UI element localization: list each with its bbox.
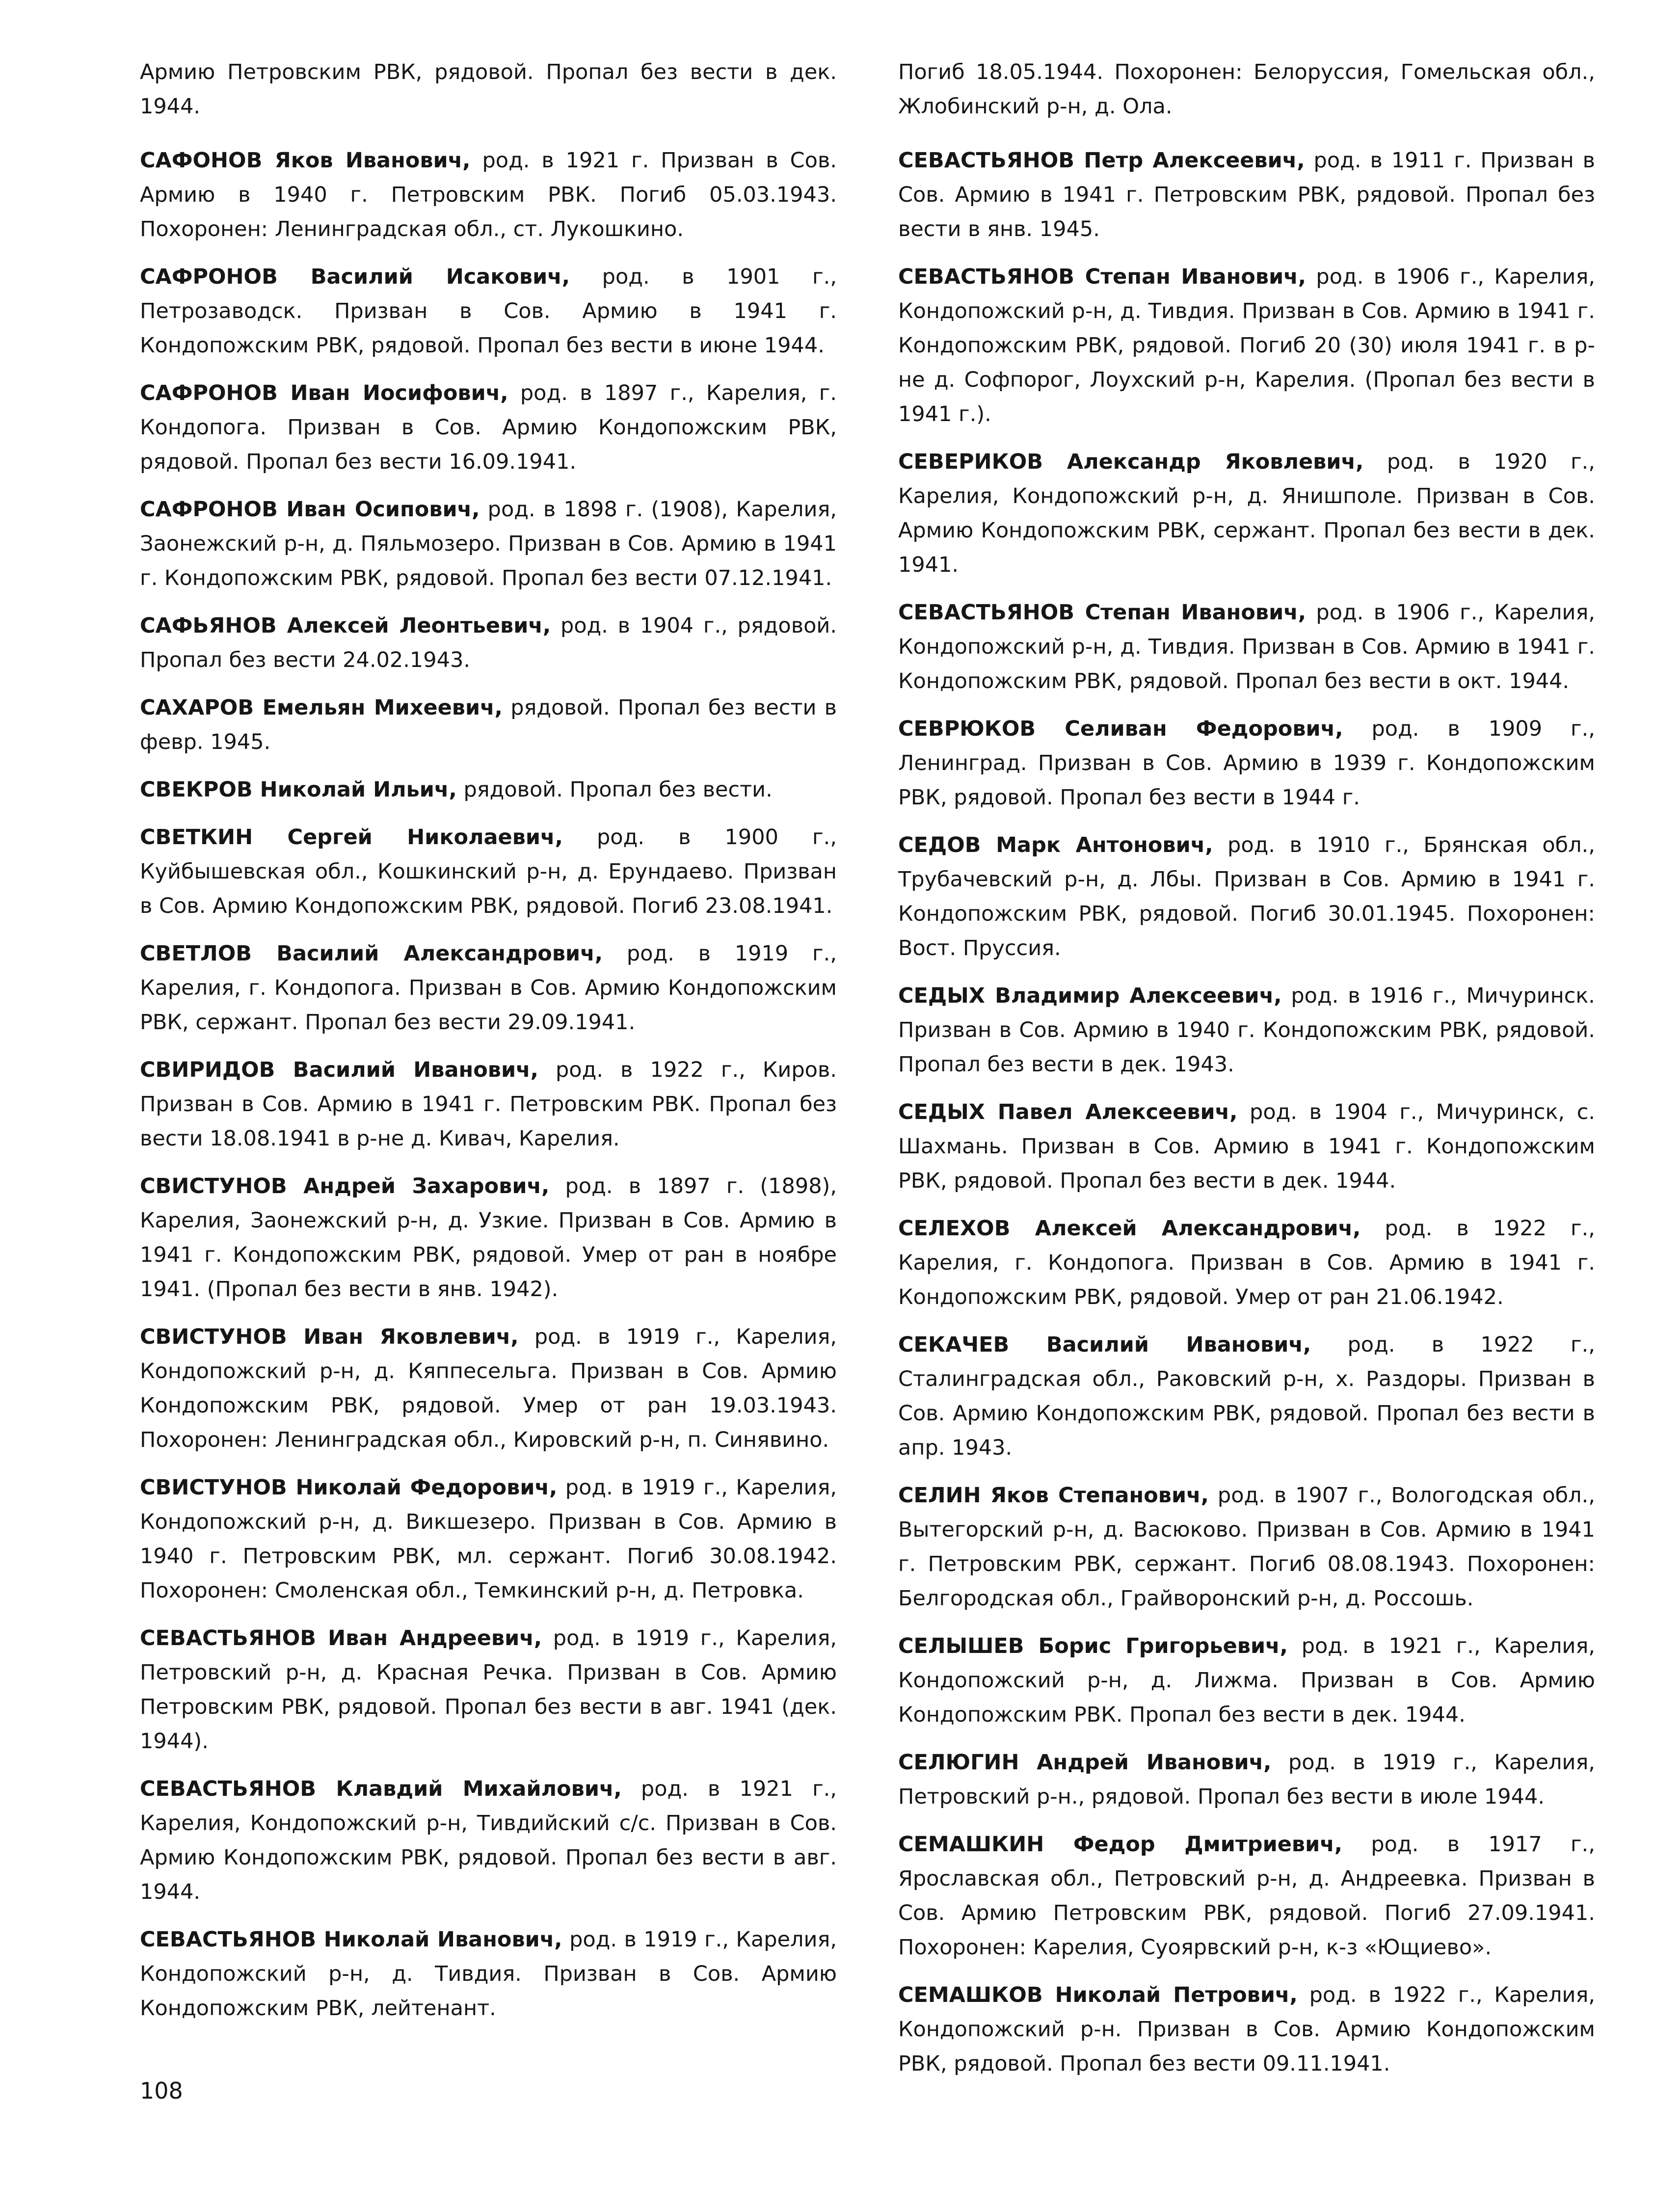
entry (898, 1095, 1595, 1198)
entry-text: род. в 1904 г., Мичуринск, с. Шахмань. Призван в Сов. Армию в 1941 г. Кондопожским РВК, рядовой. Пропал без вести в дек. 1944. (898, 1100, 1596, 1193)
entry-text: род. в 1920 г., Карелия, Кондопожский р-н, д. Янишполе. Призван в Сов. Армию Кондопожским РВК, сержант. Пропал без вести в дек. 1941. (898, 450, 1595, 577)
entry (140, 1772, 837, 1909)
entry-name: СЕЛЫШЕВ Борис Григорьевич, (898, 1634, 1288, 1658)
entry-name: СЕДЫХ Владимир Алексеевич, (898, 984, 1282, 1008)
entry-text: род. в 1904 г., рядовой. Пропал без вести 24.02.1943. (140, 613, 837, 672)
entry-text: рядовой. Пропал без вести в февр. 1945. (140, 695, 837, 754)
entry (898, 828, 1595, 965)
entry-name: САХАРОВ Емельян Михеевич, (140, 695, 503, 720)
entry-name: СЕВАСТЬЯНОВ Степан Иванович, (898, 265, 1307, 289)
entry-name: СЕМАШКИН Федор Дмитриевич, (898, 1832, 1343, 1857)
entry-name: САФЬЯНОВ Алексей Леонтьевич, (140, 613, 551, 638)
entry-text: род. в 1922 г., Карелия, Кондопожский р-н. Призван в Сов. Армию Кондопожским РВК, рядовой. Пропал без вести 09.11.1941. (898, 1983, 1595, 2076)
entry (898, 143, 1595, 246)
entry (140, 772, 837, 807)
entry-name: СВЕТКИН Сергей Николаевич, (140, 825, 563, 850)
entry-name: СЕВЕРИКОВ Александр Яковлевич, (898, 450, 1364, 474)
entry-text: род. в 1909 г., Ленинград. Призван в Сов. Армию в 1939 г. Кондопожским РВК, рядовой. Пропал без вести в 1944 г. (898, 717, 1595, 810)
entry (140, 260, 837, 363)
entry-text: род. в 1917 г., Ярославская обл., Петровский р-н, д. Андреевка. Призван в Сов. Армию Петровским РВК, рядовой. Погиб 27.09.1941. Похоронен: Карелия, Суоярвский р-н, к-з «Ющиево». (898, 1832, 1595, 1960)
entry-name: САФРОНОВ Иван Осипович, (140, 497, 480, 522)
entry-name: СВЕКРОВ Николай Ильич, (140, 777, 457, 802)
entry (140, 1922, 837, 2025)
entry (140, 376, 837, 479)
entry-name: СЕМАШКОВ Николай Петрович, (898, 1983, 1298, 2007)
entry-name: СЕВАСТЬЯНОВ Степан Иванович, (898, 600, 1307, 625)
entry (898, 1328, 1595, 1465)
entry (140, 1320, 837, 1457)
entry-name: СЕКАЧЕВ Василий Иванович, (898, 1332, 1311, 1357)
entry (140, 691, 837, 759)
entry (140, 1169, 837, 1306)
entry-text: род. в 1916 г., Мичуринск. Призван в Сов. Армию в 1940 г. Кондопожским РВК, рядовой. Пропал без вести в дек. 1943. (898, 984, 1595, 1077)
entry-name: СЕДЫХ Павел Алексеевич, (898, 1100, 1238, 1124)
entry-name: СЕЛЮГИН Андрей Иванович, (898, 1750, 1272, 1775)
entry-text: род. в 1900 г., Куйбышевская обл., Кошкинский р-н, д. Ерундаево. Призван в Сов. Армию Кондопожским РВК, рядовой. Погиб 23.08.1941. (140, 825, 837, 918)
entry-name: СЕВАСТЬЯНОВ Клавдий Михайлович, (140, 1777, 622, 1801)
entry-text: род. в 1901 г., Петрозаводск. Призван в Сов. Армию в 1941 г. Кондопожским РВК, рядовой. Пропал без вести в июне 1944. (140, 265, 837, 358)
entry-text: Армию Петровским РВК, рядовой. Пропал без вести в дек. 1944. (140, 60, 837, 119)
entry-text: род. в 1898 г. (1908), Карелия, Заонежский р-н, д. Пяльмозеро. Призван в Сов. Армию в 1941 г. Кондопожским РВК, рядовой. Пропал без вести 07.12.1941. (140, 497, 837, 590)
entry-name: СЕЛИН Яков Степанович, (898, 1483, 1209, 1508)
entry (898, 1478, 1595, 1616)
entry-text: род. в 1906 г., Карелия, Кондопожский р-н, д. Тивдия. Призван в Сов. Армию в 1941 г. Кондопожским РВК, рядовой. Пропал без вести в окт. 1944. (898, 600, 1595, 693)
entry (140, 143, 837, 246)
entry-text: рядовой. Пропал без вести. (456, 777, 773, 802)
entry-name: САФОНОВ Яков Иванович, (140, 148, 471, 173)
entry-text: род. в 1921 г., Карелия, Кондопожский р-н, д. Лижма. Призван в Сов. Армию Кондопожским РВК. Пропал без вести в дек. 1944. (898, 1634, 1595, 1727)
entry-text: род. в 1922 г., Сталинградская обл., Раковский р-н, х. Раздоры. Призван в Сов. Армию Кондопожским РВК, рядовой. Пропал без вести в апр. 1943. (898, 1332, 1595, 1460)
page-number: 108 (140, 2077, 183, 2104)
entry-text: род. в 1907 г., Вологодская обл., Вытегорский р-н, д. Васюково. Призван в Сов. Армию в 1941 г. Петровским РВК, сержант. Погиб 08.08.1943. Похоронен: Белгородская обл., Грайворонский р-н, д. Россошь. (898, 1483, 1595, 1611)
entry-text: род. в 1919 г., Карелия, Кондопожский р-н, д. Тивдия. Призван в Сов. Армию Кондопожским РВК, лейтенант. (140, 1927, 837, 2021)
entry-text: род. в 1910 г., Брянская обл., Трубачевский р-н, д. Лбы. Призван в Сов. Армию в 1941 г. Кондопожским РВК, рядовой. Погиб 30.01.1945. Похоронен: Вост. Пруссия. (898, 833, 1596, 960)
entry (140, 1621, 837, 1758)
entry (898, 595, 1595, 698)
entry-text: род. в 1906 г., Карелия, Кондопожский р-н, д. Тивдия. Призван в Сов. Армию в 1941 г. Кондопожским РВК, рядовой. Погиб 20 (30) июля 1941 г. в р-не д. Софпорог, Лоухский р-н, Карелия. (Пропал без вести в 1941 г.). (898, 265, 1595, 426)
entry-text: род. в 1919 г., Карелия, Петровский р-н., рядовой. Пропал без вести в июле 1944. (898, 1750, 1595, 1809)
entry-text: род. в 1919 г., Карелия, Кондопожский р-н, д. Кяппесельга. Призван в Сов. Армию Кондопожским РВК, рядовой. Умер от ран 19.03.1943. Похоронен: Ленинградская обл., Кировский р-н, п. Синявино. (140, 1325, 837, 1452)
entry-name: СВИСТУНОВ Николай Федорович, (140, 1475, 558, 1500)
entry-text: род. в 1922 г., Киров. Призван в Сов. Армию в 1941 г. Петровским РВК. Пропал без вести 18.08.1941 в р-не д. Кивач, Карелия. (140, 1058, 837, 1151)
entry (898, 1827, 1595, 1965)
entry-text: род. в 1921 г. Призван в Сов. Армию в 1940 г. Петровским РВК. Погиб 05.03.1943. Похоронен: Ленинградская обл., ст. Лукошкино. (140, 148, 837, 241)
entry-text: род. в 1919 г., Карелия, Петровский р-н, д. Красная Речка. Призван в Сов. Армию Петровским РВК, рядовой. Пропал без вести в авг. 1941 (дек. 1944). (140, 1626, 837, 1754)
entry (898, 260, 1595, 431)
entry (140, 1053, 837, 1156)
entry (140, 936, 837, 1039)
entry-text: Погиб 18.05.1944. Похоронен: Белоруссия, Гомельская обл., Жлобинский р-н, д. Ола. (898, 60, 1595, 119)
entry-continuation (140, 55, 837, 124)
entry-continuation (898, 55, 1595, 124)
entry-name: СВИСТУНОВ Андрей Захарович, (140, 1174, 550, 1198)
entry (898, 712, 1595, 815)
entry (898, 1629, 1595, 1732)
entry-name: СЕВАСТЬЯНОВ Николай Иванович, (140, 1927, 562, 1952)
entry-text: род. в 1922 г., Карелия, г. Кондопога. Призван в Сов. Армию в 1941 г. Кондопожским РВК, рядовой. Умер от ран 21.06.1942. (898, 1216, 1595, 1309)
entry-text: род. в 1897 г., Карелия, г. Кондопога. Призван в Сов. Армию Кондопожским РВК, рядовой. Пропал без вести 16.09.1941. (140, 381, 837, 474)
entry-name: СЕВАСТЬЯНОВ Петр Алексеевич, (898, 148, 1305, 173)
entry-name: СЕЛЕХОВ Алексей Александрович, (898, 1216, 1361, 1241)
entry (140, 609, 837, 677)
entry-name: СЕВАСТЬЯНОВ Иван Андреевич, (140, 1626, 542, 1651)
entry-name: СВИРИДОВ Василий Иванович, (140, 1058, 538, 1082)
entry-text: род. в 1911 г. Призван в Сов. Армию в 1941 г. Петровским РВК, рядовой. Пропал без вести в янв. 1945. (898, 148, 1595, 241)
entry (140, 492, 837, 595)
entry (140, 1470, 837, 1608)
entry (140, 820, 837, 923)
left-column (140, 55, 837, 2039)
entry (898, 1745, 1595, 1814)
entry (898, 979, 1595, 1082)
entry (898, 445, 1595, 582)
entry-name: САФРОНОВ Василий Исакович, (140, 265, 570, 289)
entry-text: род. в 1897 г. (1898), Карелия, Заонежский р-н, д. Узкие. Призван в Сов. Армию в 1941 г. Кондопожским РВК, рядовой. Умер от ран в ноябре 1941. (Пропал без вести в янв. 1942). (140, 1174, 837, 1302)
entry (898, 1211, 1595, 1314)
right-column (898, 55, 1595, 2094)
entry-name: СВИСТУНОВ Иван Яковлевич, (140, 1325, 519, 1349)
entry-name: СВЕТЛОВ Василий Александрович, (140, 941, 603, 966)
entry-name: СЕВРЮКОВ Селиван Федорович, (898, 717, 1343, 741)
entry (898, 1978, 1595, 2081)
entry-name: САФРОНОВ Иван Иосифович, (140, 381, 508, 405)
entry-text: род. в 1919 г., Карелия, Кондопожский р-н, д. Викшезеро. Призван в Сов. Армию в 1940 г. Петровским РВК, мл. сержант. Погиб 30.08.1942. Похоронен: Смоленская обл., Темкинский р-н, д. Петровка. (140, 1475, 837, 1603)
entry-text: род. в 1919 г., Карелия, г. Кондопога. Призван в Сов. Армию Кондопожским РВК, сержант. Пропал без вести 29.09.1941. (140, 941, 837, 1035)
entry-text: род. в 1921 г., Карелия, Кондопожский р-н, Тивдийский с/с. Призван в Сов. Армию Кондопожским РВК, рядовой. Пропал без вести в авг. 1944. (140, 1777, 837, 1904)
entry-name: СЕДОВ Марк Антонович, (898, 833, 1213, 857)
